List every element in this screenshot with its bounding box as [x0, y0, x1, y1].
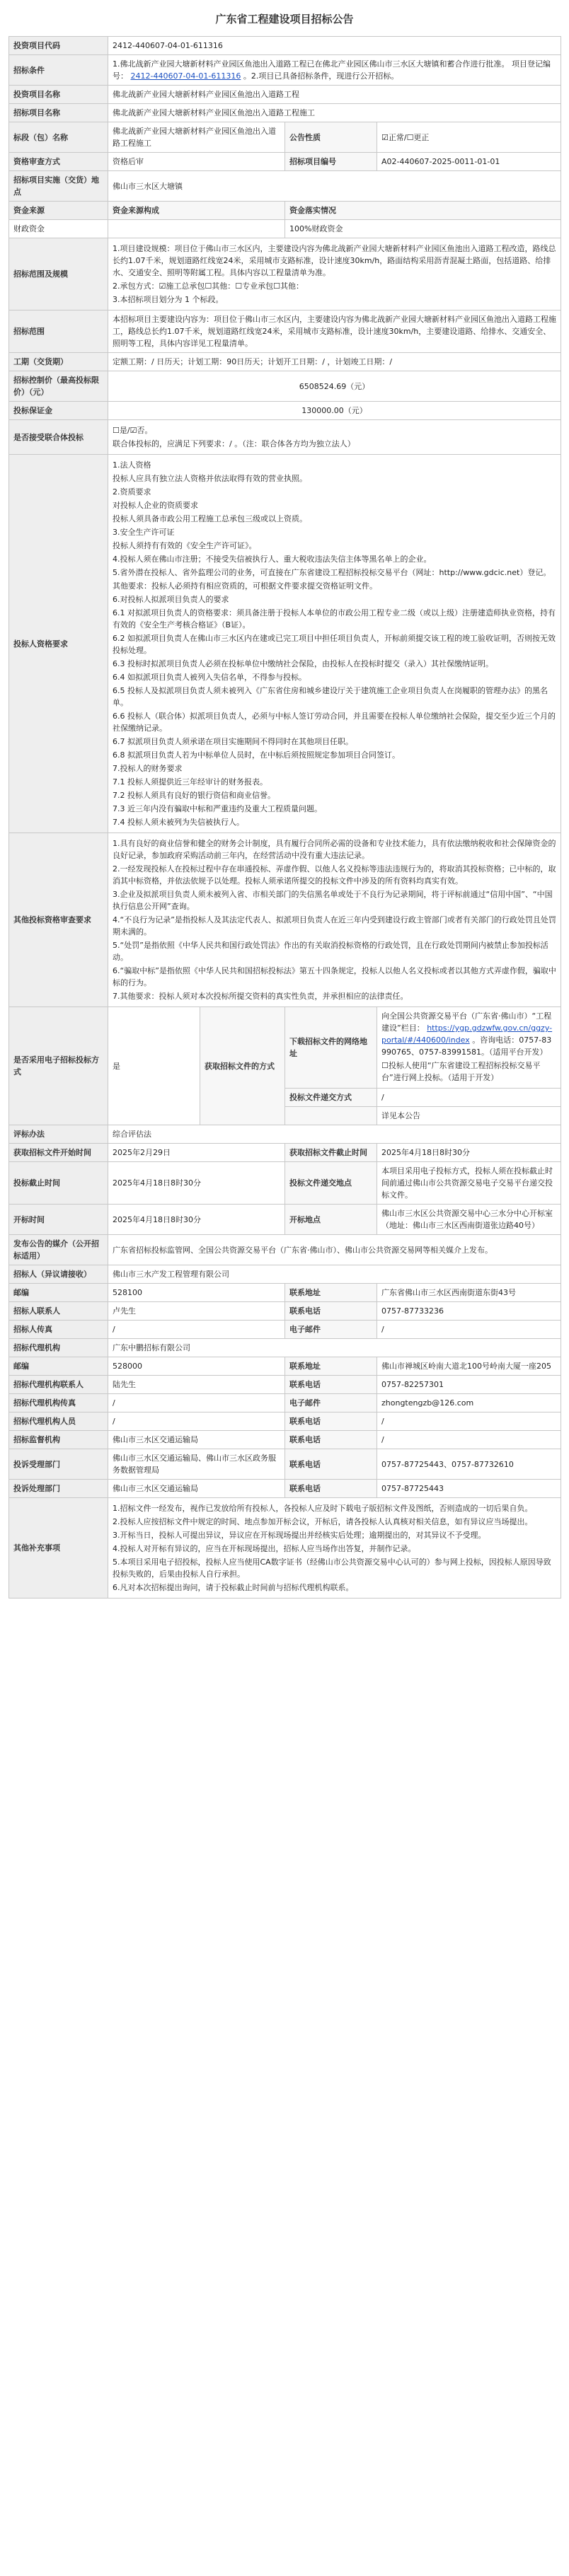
row-tenderer-addr: 邮编 528100 联系地址 广东省佛山市三水区西南街道东街43号 [9, 1284, 561, 1302]
row-duration: 工期（交货期） 定额工期：/ 日历天；计划工期：90日历天；计划开工日期：/ ，计划竣工日期：/ [9, 353, 561, 371]
row-complaint: 投诉受理部门 佛山市三水区交通运输局、佛山市三水区政务服务数据管理局 联系电话 0757-87725443、0757-87732610 [9, 1449, 561, 1480]
row-funds-header: 资金来源 资金来源构成 资金落实情况 [9, 202, 561, 220]
row-qualification: 投标人资格要求 1.法人资格 投标人应具有独立法人资格并依法取得有效的营业执照。 2.资质要求 对投标人企业的资质要求 投标人须具备市政公用工程施工总承包三级或以上资质。 3.安全生产许可证 投标人须持有有效的《安全生产许可证》。 4.投标人须在佛山市注册；不接受失信被执行人、重大税收违法失信主体等黑名单上的企业。 5.省外潜在投标人、省外监理公司的业务，可直接在广东省建设工程招标投标交易平台（网址：http://www.gdcic.net）登记。 其他要求：投标人必须持有相应资质的，可根据文件要求提交资格证明文件。 6.对投标人拟派项目负责人的要求 6.1 对拟派项目负责人的资格要求：须具备注册于投标人本单位的市政公用工程专业二级（或以上级）注册建造师执业资格，持有有效的《安全生产考核合格证》（B证）。 6.2 如拟派项目负责人在佛山市三水区内在建或已完工项目中担任项目负责人，开标前须提交该工程的竣工验收证明，否则按无效投标处理。 6.3 投标时拟派项目负责人必须在投标单位中缴纳社会保险，由投标人在投标时提交（录入）其社保缴纳证明。 6.4 如拟派项目负责人被列入失信名单，不得参与投标。 6.5 投标人及拟派项目负责人须未被列入《广东省住房和城乡建设厅关于建筑施工企业项目负责人在岗履职的管理办法》的黑名单。 6.6 投标人（联合体）拟派项目负责人，必须与中标人签订劳动合同，并且需要在投标人单位缴纳社会保险，提交至少近三个月的社保缴纳记录。 6.7 拟派项目负责人须承诺在项目实施期间不得同时在其他项目任职。 6.8 拟派项目负责人若为中标单位人员时，在中标后须按照规定参加项目合同签订。 7.投标人的财务要求 7.1 投标人须提供近三年经审计的财务报表。 7.2 投标人须具有良好的银行资信和商业信誉。 7.3 近三年内没有骗取中标和严重违约及重大工程质量问题。 7.4 投标人须未被列为失信被执行人。 [9, 455, 561, 833]
row-project-code: 投资项目代码 2412-440607-04-01-611316 [9, 37, 561, 55]
row-section: 标段（包）名称 佛北战新产业园大塘新材料产业园区鱼池出入道路工程施工 公告性质 ☑正常/☐更正 [9, 122, 561, 153]
row-prequal: 资格审查方式 资格后审 招标项目编号 A02-440607-2025-0011-01-01 [9, 153, 561, 171]
row-bond: 投标保证金 130000.00（元） [9, 402, 561, 420]
row-deadline: 投标截止时间 2025年4月18日8时30分 投标文件递交地点 本项目采用电子投标方式，投标人须在投标截止时间前通过佛山市公共资源交易电子交易平台递交投标文件。 [9, 1162, 561, 1205]
row-tenderer: 招标人（异议请接收） 佛山市三水产发工程管理有限公司 [9, 1265, 561, 1284]
row-scope-content: 招标范围 本招标项目主要建设内容为：项目位于佛山市三水区内，主要建设内容为佛北战新产业园大塘新材料产业园区鱼池出入道路工程施工，路线总长约1.07千米，规划道路红线宽24米，采用城市支路标准，设计速度30km/h，主要建设道路、给排水、交通安全、照明等工程，具体内容详见工程量清单。 [9, 311, 561, 353]
row-price: 招标控制价（最高投标限价）（元） 6508524.69（元） [9, 371, 561, 402]
row-eval: 评标办法 综合评估法 [9, 1125, 561, 1144]
row-agent: 招标代理机构 广东中鹏招标有限公司 [9, 1339, 561, 1357]
project-code-link[interactable]: 2412-440607-04-01-611316 [130, 71, 241, 81]
row-scope: 招标范围及规模 1.项目建设规模：项目位于佛山市三水区内，主要建设内容为佛北战新产业园大塘新材料产业园区鱼池出入道路工程改造，路线总长约1.07千米，规划道路红线宽24米，采用城市支路标准，设计速度30km/h，路面结构采用沥青混凝土路面，包括道路、给排水、交通安全、照明等附属工程。具体内容以工程量清单为准。 2.承包方式：☑施工总承包☐其他：☐专业承包☐其他： 3.本招标项目划分为 1 个标段。 [9, 238, 561, 311]
row-other-req: 其他投标资格审查要求 1.具有良好的商业信誉和健全的财务会计制度，具有履行合同所必需的设备和专业技术能力，具有依法缴纳税收和社会保障资金的良好记录，参加政府采购活动前三年内，在经营活动中没有重大违法记录。 2.一经发现投标人在投标过程中存在串通投标、弄虚作假、以他人名义投标等违法违规行为的，将取消其投标资格；已中标的，取消其中标资格，并依法依规予以处理。投标人须承诺所提交的投标文件中涉及的所有资料均真实有效。 3.企业及拟派项目负责人须未被列入省、市相关部门的失信黑名单或处于不良行为记录期间，将于评标前通过“信用中国”、“中国执行信息公开网”查询。 4.“不良行为记录”是指投标人及其法定代表人、拟派项目负责人在近三年内受到建设行政主管部门或者有关部门的行政处罚且处罚期未满的。 5.“处罚”是指依照《中华人民共和国行政处罚法》作出的有关取消投标资格的行政处罚，且在行政处罚期间内被禁止参加投标活动。 6.“骗取中标”是指依照《中华人民共和国招标投标法》第五十四条规定，投标人以他人名义投标或者以其他方式弄虚作假，骗取中标的行为。 7.其他要求：投标人须对本次投标所提交资料的真实性负责，并承担相应的法律责任。 [9, 833, 561, 1007]
row-tender-project-name: 招标项目名称 佛北战新产业园大塘新材料产业园区鱼池出入道路工程施工 [9, 104, 561, 122]
row-consortium: 是否接受联合体投标 ☐是/☑否。 联合体投标的，应满足下列要求：/ 。（注：联合体各方均为独立法人） [9, 420, 561, 455]
row-conditions: 招标条件 1.佛北战新产业园大塘新材料产业园区鱼池出入道路工程已在佛北产业园区佛山市三水区大塘镇和蓄合作进行批准。 项目登记编号： 2412-440607-04-01-611316 。2.项目已具备招标条件，现进行公开招标。 [9, 55, 561, 86]
row-opening: 开标时间 2025年4月18日8时30分 开标地点 佛山市三水区公共资源交易中心三水分中心开标室（地址：佛山市三水区西南街道张边路40号） [9, 1205, 561, 1235]
portal-link[interactable]: https://ygp.gdzwfw.gov.cn/ggzy-portal/#/440600/index [381, 1023, 553, 1045]
row-other: 其他补充事项 1.招标文件一经发布，视作已发放给所有投标人，各投标人应及时下载电子版招标文件及图纸，否则造成的一切后果自负。 2.投标人应按招标文件中规定的时间、地点参加开标会议，开标后，请各投标人认真核对相关信息，如有异议应当场提出。 3.开标当日，投标人可提出异议，异议应在开标现场提出并经核实后处理；逾期提出的，对其异议不予受理。 4.投标人对开标有异议的，应当在开标现场提出，招标人应当场作出答复，并制作记录。 5.本项目采用电子招投标，投标人应当使用CA数字证书（经佛山市公共资源交易中心认可的）参与网上投标，因投标人原因导致投标失败的，后果由投标人自行承担。 6.凡对本次招标提出询问，请于投标截止时间前与招标代理机构联系。 [9, 1498, 561, 1599]
project-code-value: 2412-440607-04-01-611316 [108, 37, 561, 55]
row-publish: 发布公告的媒介（公开招标适用） 广东省招标投标监管网、全国公共资源交易平台（广东省·佛山市）、佛山市公共资源交易网等相关媒介上发布。 [9, 1235, 561, 1265]
row-supervision: 招标监督机构 佛山市三水区交通运输局 联系电话 / [9, 1431, 561, 1449]
row-tenderer-fax: 招标人传真 / 电子邮件 / [9, 1321, 561, 1339]
row-agent-contact: 招标代理机构联系人 陆先生 联系电话 0757-82257301 [9, 1376, 561, 1394]
row-agent-addr: 邮编 528000 联系地址 佛山市禅城区岭南大道北100号岭南大厦一座205 [9, 1357, 561, 1376]
row-handling: 投诉处理部门 佛山市三水区交通运输局 联系电话 0757-87725443 [9, 1480, 561, 1498]
row-project-name: 投资项目名称 佛北战新产业园大塘新材料产业园区鱼池出入道路工程 [9, 86, 561, 104]
row-bid-method: 投标文件递交方式 / [9, 1089, 561, 1107]
row-funds: 财政资金 100%财政资金 [9, 220, 561, 238]
row-location: 招标项目实施（交货）地点 佛山市三水区大塘镇 [9, 171, 561, 202]
row-doc-access: 是否采用电子招标投标方式 是 获取招标文件的方式 下载招标文件的网络地址 向全国公共资源交易平台（广东省·佛山市）“工程建设”栏目： https://ygp.gdzwfw.gov.cn/ggzy-portal/#/440600/index 。咨询电话：0757-83990765、0757-83991581。（适用平台开发） ☐投标人使用“广东省建设工程招标投标交易平台”进行网上投标。（适用于开发） [9, 1007, 561, 1089]
row-agent-fax: 招标代理机构传真 / 电子邮件 zhongtengzb@126.com [9, 1394, 561, 1412]
row-agent-person: 招标代理机构人员 / 联系电话 / [9, 1412, 561, 1431]
row-tenderer-contact: 招标人联系人 卢先生 联系电话 0757-87733236 [9, 1302, 561, 1321]
row-doc-method: 详见本公告 [9, 1107, 561, 1125]
row-doc-time: 获取招标文件开始时间 2025年2月29日 获取招标文件截止时间 2025年4月18日8时30分 [9, 1144, 561, 1162]
announcement-table [8, 36, 561, 1599]
page-title: 广东省工程建设项目招标公告 [215, 13, 354, 25]
